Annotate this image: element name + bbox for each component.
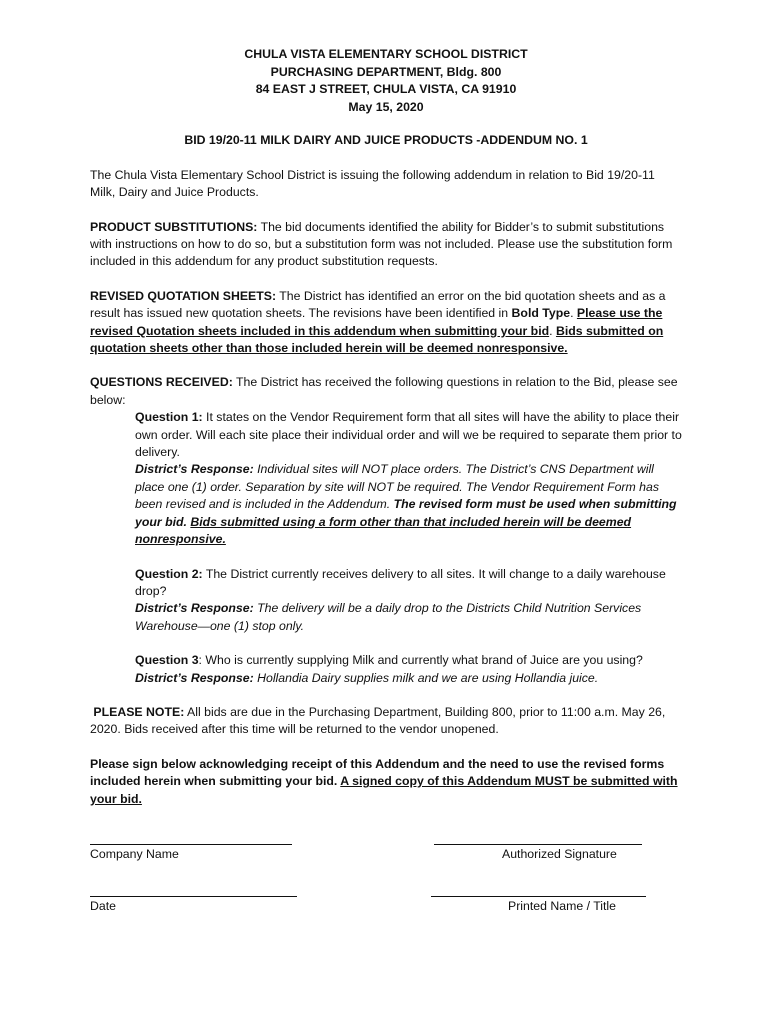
question-3-body: : Who is currently supplying Milk and currently what brand of Juice are you using? <box>198 653 643 668</box>
letterhead <box>90 46 682 116</box>
signature-row-1 <box>90 830 682 882</box>
signature-row-2 <box>90 882 682 934</box>
question-2-response <box>135 600 682 635</box>
district-name: CHULA VISTA ELEMENTARY SCHOOL DISTRICT <box>244 47 528 61</box>
question-1-label: Question 1: <box>135 410 203 425</box>
question-3 <box>135 652 682 687</box>
sign-request-text: Please sign below acknowledging receipt of this Addendum and the need to use the revised forms included herein when submitting your bid. <box>90 756 665 789</box>
please-note-text: All bids are due in the Purchasing Department, Building 800, prior to 11:00 a.m. May 26, 2020. Bids received after this time will be returned to the vendor unopened. <box>90 704 666 737</box>
authorized-signature-label: Authorized Signature <box>502 847 617 861</box>
question-1 <box>135 409 682 548</box>
product-substitutions-heading: PRODUCT SUBSTITUTIONS: <box>90 219 258 234</box>
product-substitutions-text: The bid documents identified the ability for Bidder’s to submit substitutions with instructions on how to do so, but a substitution form was not included. Please use the substitution form included in this addendum for any product substitution requests. <box>90 219 673 269</box>
revised-quotation-paragraph <box>90 288 682 358</box>
authorized-signature-line[interactable] <box>434 830 642 845</box>
response-1-body: Individual sites will NOT place orders. The District’s CNS Department will place one (1) order. Separation by site will NOT be required. The Vendor Requirement Form has been revised and is included in the Addendum. <box>135 462 660 512</box>
revised-quotation-text: The District has identified an error on the bid quotation sheets and as a result has issued new quotation sheets. The revisions have been identified in <box>90 288 666 321</box>
date-label: Date <box>90 899 116 913</box>
printed-name-line[interactable] <box>431 882 646 897</box>
response-1-label: District’s Response: <box>135 462 254 477</box>
question-1-body: It states on the Vendor Requirement form that all sites will have the ability to place their own order. Will each site place their individual order and will we be required to separate them prior to delivery. <box>135 410 682 460</box>
department-name: PURCHASING DEPARTMENT, Bldg. 800 <box>270 64 502 79</box>
date-line[interactable] <box>90 882 297 897</box>
question-1-text <box>135 409 682 461</box>
question-2-label: Question 2: <box>135 566 203 581</box>
signed-copy-warning: A signed copy of this Addendum MUST be submitted with your bid. <box>90 774 678 806</box>
company-name-line[interactable] <box>90 830 292 845</box>
sign-request-paragraph <box>90 756 682 808</box>
question-3-label: Question 3 <box>135 653 199 668</box>
revised-quotation-heading: REVISED QUOTATION SHEETS: <box>90 288 277 303</box>
question-1-response <box>135 461 682 548</box>
question-3-text <box>135 652 682 669</box>
response-1-sep: . <box>183 514 191 529</box>
bold-type-label: Bold Type <box>511 306 571 321</box>
questions-intro-paragraph <box>90 374 682 409</box>
signature-section <box>90 830 682 934</box>
company-name-label: Company Name <box>90 847 179 861</box>
addendum-document <box>90 46 682 808</box>
revised-quotation-sep2: . <box>549 323 556 338</box>
response-1-bold: The revised form must be used when submitting your bid <box>135 497 677 529</box>
printed-name-title-label: Printed Name / Title <box>508 899 616 913</box>
intro-paragraph: The Chula Vista Elementary School District is issuing the following addendum in relation to Bid 19/20-11 Milk, Dairy and Juice Products. <box>90 167 655 200</box>
questions-intro-text: The District has received the following questions in relation to the Bid, please see below: <box>90 375 678 407</box>
please-note-paragraph <box>90 704 682 739</box>
response-2-label: District’s Response: <box>135 601 254 616</box>
revised-quotation-sep: . <box>570 306 577 321</box>
question-2-body: The District currently receives delivery to all sites. It will change to a daily warehouse drop? <box>135 566 666 598</box>
response-1-warning: Bids submitted using a form other than that included herein will be deemed nonresponsive. <box>135 514 632 547</box>
response-2-body: The delivery will be a daily drop to the Districts Child Nutrition Services Warehouse—one (1) stop only. <box>135 601 642 633</box>
product-substitutions-paragraph <box>90 219 682 271</box>
questions-heading: QUESTIONS RECEIVED: <box>90 375 233 390</box>
question-3-response <box>135 670 682 687</box>
nonresponsive-warning: Bids submitted on quotation sheets other than those included herein will be deemed nonresponsive. <box>90 323 664 356</box>
question-2-text <box>135 566 682 601</box>
bid-title: BID 19/20-11 MILK DAIRY AND JUICE PRODUCTS -ADDENDUM NO. 1 <box>184 133 588 148</box>
district-address: 84 EAST J STREET, CHULA VISTA, CA 91910 <box>255 82 517 97</box>
question-2 <box>135 566 682 636</box>
response-3-body: Hollandia Dairy supplies milk and we are using Hollandia juice. <box>253 670 599 685</box>
response-3-label: District’s Response: <box>135 670 254 685</box>
please-note-heading: PLEASE NOTE: <box>93 704 185 719</box>
document-date: May 15, 2020 <box>348 99 424 114</box>
revised-quotation-instruction: Please use the revised Quotation sheets included in this addendum when submitting your bid <box>90 306 663 338</box>
